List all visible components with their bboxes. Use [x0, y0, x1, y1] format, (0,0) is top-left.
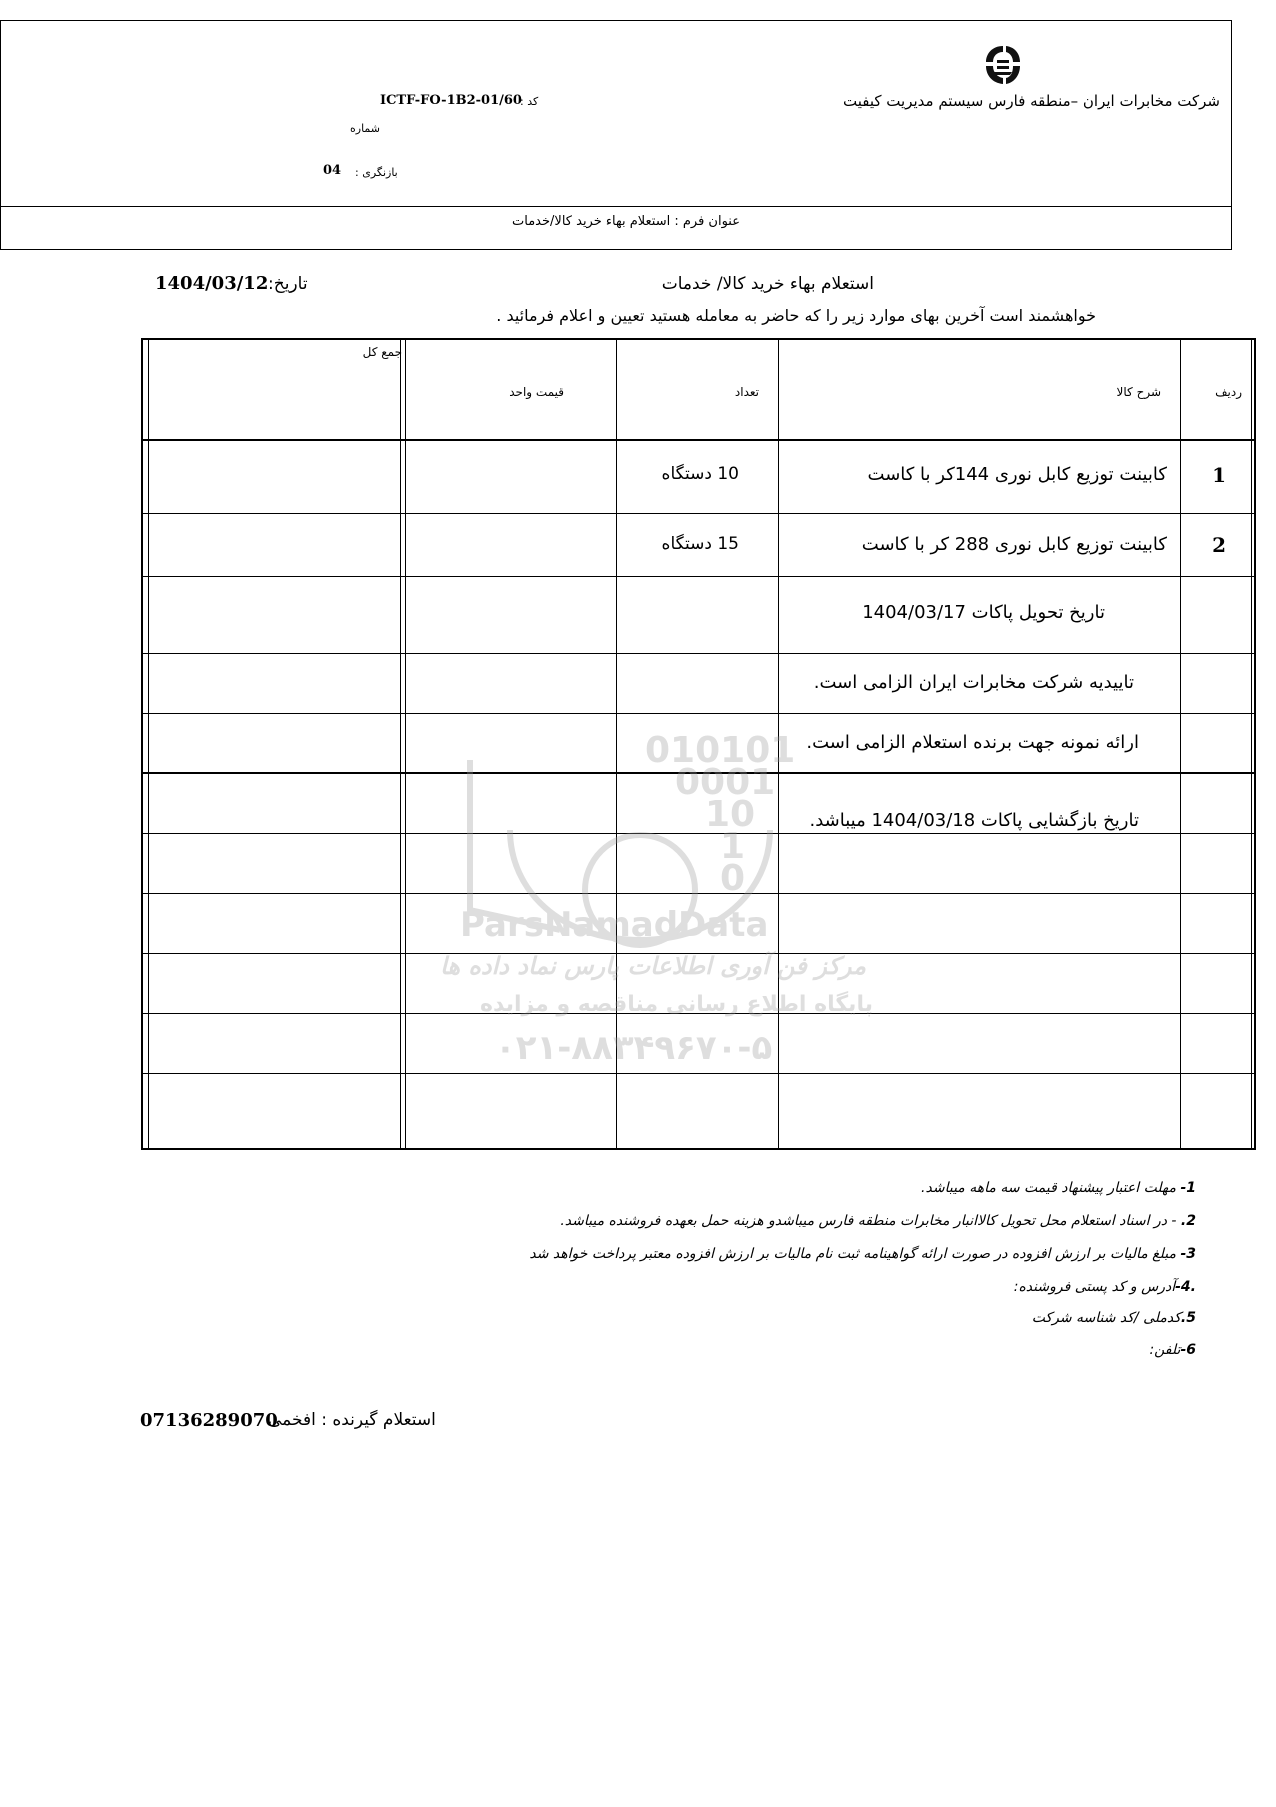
note-item [560, 1213, 1196, 1229]
date-value: 1404/03/12 [155, 273, 269, 294]
number-label: شماره [350, 122, 381, 135]
date-label: تاریخ: [268, 274, 308, 294]
row-divider [143, 713, 1254, 714]
watermark-line1: مرکز فن آوری اطلاعات پارس نماد داده ها [440, 952, 866, 980]
row-divider [143, 833, 1254, 834]
inquirer-phone: 07136289070 [140, 1410, 278, 1431]
note-text: تلفن: [1149, 1342, 1181, 1358]
note-number: 2. [1180, 1213, 1196, 1229]
watermark-phone: ۰۲۱-۸۸۳۴۹۶۷۰-۵ [495, 1028, 773, 1068]
note-text: کدملی /کد شناسه شرکت [1031, 1310, 1181, 1326]
code-label: کد : [520, 95, 539, 108]
watermark-digits: 0001 [675, 762, 776, 803]
note-text: آدرس و کد پستی فروشنده: [1013, 1279, 1176, 1295]
row-number: 1 [1212, 463, 1226, 487]
note-text: مبلغ مالیات بر ارزش افزوده در صورت ارائه گواهینامه ثبت نام مالیات بر ارزش افزوده معتبر پرداخت خواهد شد [529, 1246, 1176, 1262]
col-divider [148, 340, 149, 1148]
watermark-digits: 1 [720, 826, 746, 867]
note-item [1032, 1310, 1196, 1326]
header-total: جمع کل [362, 345, 402, 359]
row-divider [143, 439, 1254, 441]
company-logo-icon [980, 42, 1026, 88]
code-value: ICTF-FO-1B2-01/60 [380, 93, 522, 108]
row-description: کابینت توزیع کابل نوری 288 کر با کاست [861, 534, 1167, 555]
note-text: - در اسناد استعلام محل تحویل کالاانبار مخابرات منطقه فارس میباشدو هزینه حمل بعهده فروشنده میباشد. [560, 1213, 1177, 1229]
request-text: خواهشمند است آخرین بهای موارد زیر را که حاضر به معامله هستید تعیین و اعلام فرمائید . [496, 306, 1096, 325]
col-divider [400, 340, 401, 1148]
note-item [1014, 1279, 1196, 1295]
approval-note: تاییدیه شرکت مخابرات ایران الزامی است. [813, 672, 1134, 693]
row-divider [143, 1013, 1254, 1014]
watermark-line2: پایگاه اطلاع رسانی مناقصه و مزایده [480, 992, 873, 1017]
col-divider [778, 340, 779, 1148]
revision-label: بازنگری : [355, 166, 398, 179]
note-number: 3- [1180, 1246, 1196, 1262]
row-quantity: 15 دستگاه [661, 534, 739, 554]
col-divider [616, 340, 617, 1148]
form-title: عنوان فرم : استعلام بهاء خرید کالا/خدمات [512, 214, 740, 229]
header-description: شرح کالا [1116, 385, 1161, 399]
watermark-digits: 010101 [645, 730, 796, 771]
revision-value: 04 [323, 163, 342, 178]
col-divider [405, 340, 406, 1148]
note-number: 6- [1180, 1342, 1196, 1358]
price-inquiry-table [141, 338, 1256, 1150]
company-name: شرکت مخابرات ایران –منطقه فارس سیستم مدیریت کیفیت [843, 92, 1220, 110]
header-unit-price: قیمت واحد [509, 385, 564, 399]
watermark-digits: 0 [720, 858, 746, 899]
row-divider [143, 513, 1254, 514]
sample-note: ارائه نمونه جهت برنده استعلام الزامی است. [806, 732, 1139, 753]
header-divider [1, 206, 1231, 207]
note-number: 5. [1180, 1310, 1196, 1326]
col-divider [1180, 340, 1181, 1148]
row-divider [143, 893, 1254, 894]
row-divider [143, 772, 1254, 774]
note-text: مهلت اعتبار پیشنهاد قیمت سه ماهه میباشد. [921, 1180, 1176, 1196]
note-item [529, 1246, 1196, 1262]
header-row-number: ردیف [1215, 385, 1242, 399]
watermark-brand: ParsNamadData [460, 905, 769, 945]
inquirer-label: استعلام گیرنده : افخمی [268, 1410, 436, 1430]
opening-date-note: تاریخ بازگشایی پاکات 1404/03/18 میباشد. [809, 810, 1139, 831]
row-quantity: 10 دستگاه [661, 464, 739, 484]
row-description: کابینت توزیع کابل نوری 144کر با کاست [867, 464, 1167, 485]
col-divider [1251, 340, 1252, 1148]
row-divider [143, 576, 1254, 577]
row-divider [143, 953, 1254, 954]
note-number: 1- [1180, 1180, 1196, 1196]
row-divider [143, 653, 1254, 654]
note-item [1149, 1342, 1196, 1358]
note-item [921, 1180, 1196, 1196]
header-quantity: تعداد [734, 385, 759, 399]
watermark-digits: 10 [705, 794, 756, 835]
row-number: 2 [1212, 533, 1226, 557]
page-title: استعلام بهاء خرید کالا/ خدمات [661, 274, 874, 294]
row-divider [143, 1073, 1254, 1074]
delivery-date-note: تاریخ تحویل پاکات 1404/03/17 [862, 602, 1105, 623]
note-number: .4- [1175, 1279, 1196, 1295]
